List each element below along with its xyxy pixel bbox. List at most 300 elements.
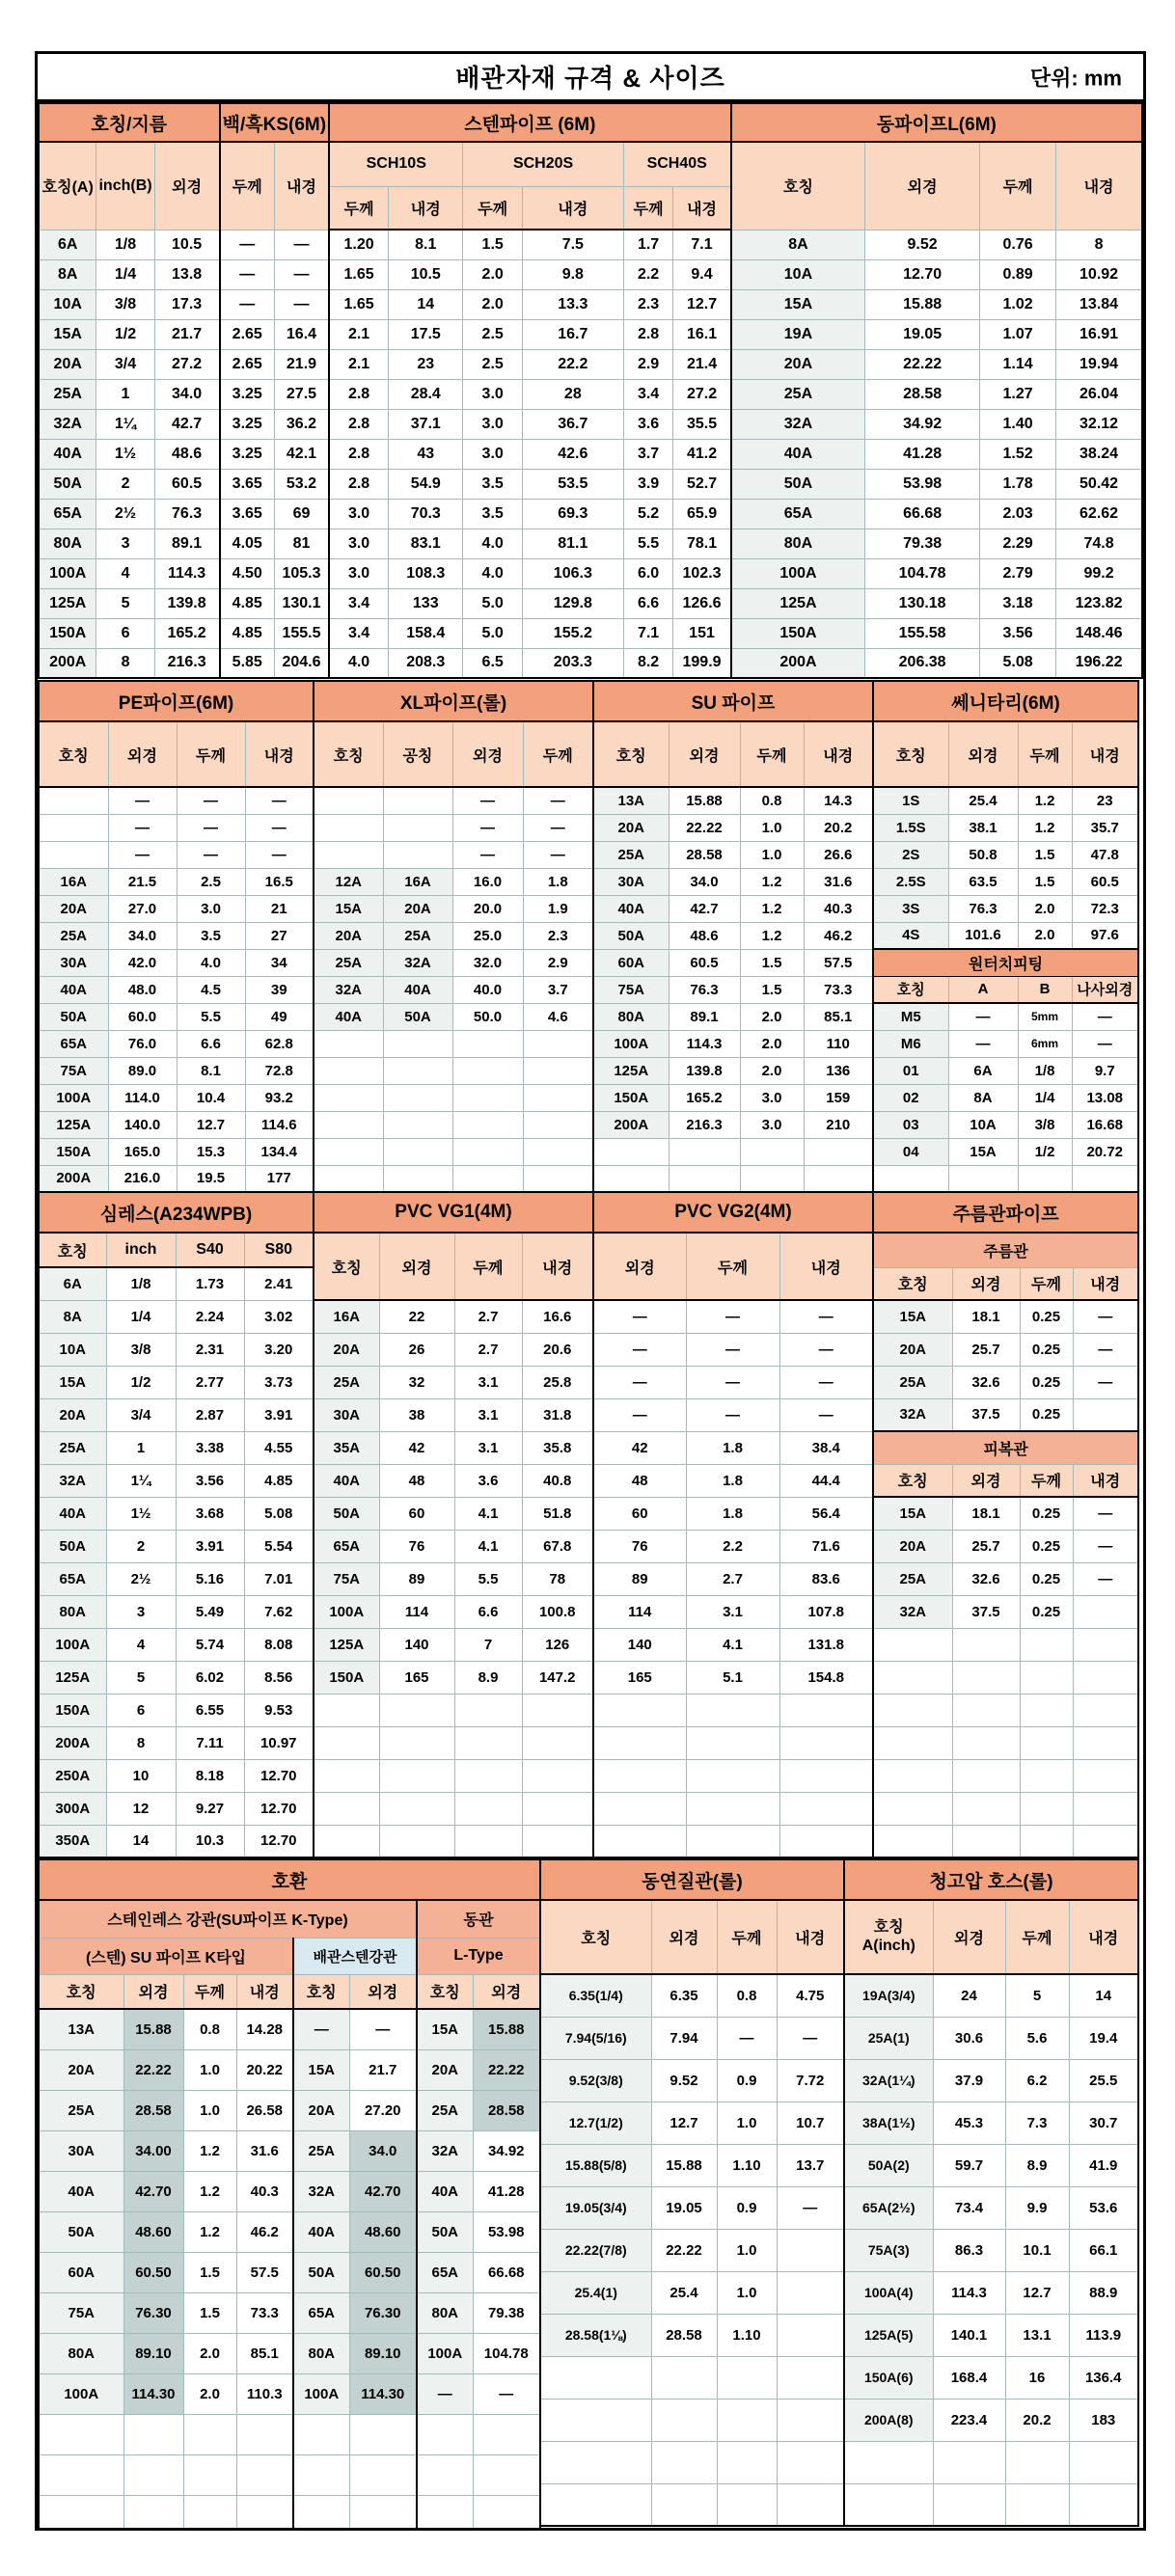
data-cell bbox=[383, 1165, 452, 1192]
data-cell: 2.0 bbox=[463, 259, 522, 289]
data-cell: 21.4 bbox=[673, 349, 731, 379]
table-row bbox=[39, 841, 314, 868]
data-cell: 23 bbox=[1072, 787, 1138, 814]
data-cell: 47.8 bbox=[1072, 841, 1138, 868]
data-cell: 89 bbox=[379, 1562, 454, 1595]
table-row bbox=[39, 976, 314, 1003]
data-cell: 4 bbox=[106, 1628, 176, 1661]
row-label-cell: 20A bbox=[731, 349, 865, 379]
data-cell: 216.3 bbox=[154, 648, 220, 678]
data-cell: 6.6 bbox=[454, 1595, 522, 1628]
data-cell: 2.9 bbox=[623, 349, 673, 379]
data-cell: 9.53 bbox=[244, 1694, 314, 1726]
table-row bbox=[39, 2252, 540, 2292]
data-cell: — bbox=[1073, 1497, 1138, 1530]
data-cell: 2.31 bbox=[176, 1333, 244, 1366]
row-label-cell: 40A bbox=[314, 1003, 383, 1030]
table-row bbox=[39, 1366, 314, 1398]
data-cell: 2.3 bbox=[623, 289, 673, 319]
data-cell: 1.65 bbox=[329, 289, 389, 319]
row-label-cell: 20A bbox=[39, 349, 96, 379]
data-cell: 10.97 bbox=[244, 1726, 314, 1759]
data-cell: 2.0 bbox=[740, 1003, 804, 1030]
data-cell: 52.7 bbox=[673, 469, 731, 499]
data-cell: 2.5 bbox=[177, 868, 245, 895]
data-cell: 7.94 bbox=[651, 2017, 717, 2059]
data-cell: 12.70 bbox=[244, 1792, 314, 1825]
row-label-cell: 100A bbox=[593, 1030, 669, 1057]
data-cell: 165 bbox=[379, 1661, 454, 1694]
data-cell bbox=[314, 1138, 383, 1165]
data-cell: 134.4 bbox=[245, 1138, 314, 1165]
data-cell: 1.20 bbox=[329, 230, 389, 259]
data-cell: 2½ bbox=[106, 1562, 176, 1595]
data-cell: 53.5 bbox=[522, 469, 623, 499]
table-row bbox=[314, 841, 593, 868]
data-cell: 76.3 bbox=[154, 499, 220, 529]
data-cell bbox=[454, 1825, 522, 1857]
row-label-cell: 150A bbox=[39, 1138, 108, 1165]
table-row bbox=[873, 895, 1138, 922]
data-cell: 40.3 bbox=[804, 895, 873, 922]
data-cell: — bbox=[593, 1300, 686, 1333]
data-cell bbox=[314, 1165, 383, 1192]
table-row bbox=[593, 841, 873, 868]
data-cell: — bbox=[779, 1300, 873, 1333]
data-cell: 60.5 bbox=[154, 469, 220, 499]
data-cell: 1.2 bbox=[740, 868, 804, 895]
col-header: 외경 bbox=[651, 1900, 717, 1974]
data-cell: 6.35 bbox=[651, 1974, 717, 2017]
data-cell bbox=[686, 1726, 779, 1759]
data-cell bbox=[740, 1165, 804, 1192]
table-row bbox=[39, 409, 1142, 439]
data-cell bbox=[1073, 1726, 1138, 1759]
data-cell bbox=[651, 2441, 717, 2483]
data-cell bbox=[540, 2356, 651, 2399]
row-label-cell: 25A bbox=[314, 949, 383, 976]
row-label-cell: 40A bbox=[314, 1464, 379, 1497]
data-cell: 136.4 bbox=[1069, 2356, 1138, 2399]
data-cell: — bbox=[452, 787, 523, 814]
table-row bbox=[39, 2171, 540, 2211]
table-row bbox=[873, 1366, 1138, 1398]
row-label-cell: 65A bbox=[39, 499, 96, 529]
data-cell: 25.4 bbox=[651, 2271, 717, 2314]
data-cell: 4.50 bbox=[220, 558, 275, 588]
data-cell: 0.76 bbox=[979, 230, 1055, 259]
data-cell: 5.08 bbox=[244, 1497, 314, 1530]
table-row bbox=[844, 2144, 1138, 2186]
data-cell: 2.0 bbox=[740, 1030, 804, 1057]
table-row bbox=[873, 814, 1138, 841]
data-cell: — bbox=[220, 289, 275, 319]
data-cell: 38.1 bbox=[948, 814, 1018, 841]
data-cell: 8.2 bbox=[623, 648, 673, 678]
row-label-cell: 7.94(5/16) bbox=[540, 2017, 651, 2059]
band-pe-xl-su-sanitary bbox=[38, 680, 1143, 1193]
data-cell bbox=[686, 1792, 779, 1825]
data-cell: 1.02 bbox=[979, 289, 1055, 319]
data-cell: 3.0 bbox=[463, 439, 522, 469]
data-cell bbox=[873, 1165, 948, 1192]
data-cell bbox=[1020, 1792, 1073, 1825]
data-cell: 2.29 bbox=[979, 529, 1055, 558]
data-cell: — bbox=[686, 1398, 779, 1431]
data-cell bbox=[1073, 1825, 1138, 1857]
data-cell: 12.7 bbox=[673, 289, 731, 319]
data-cell: 0.25 bbox=[1020, 1562, 1073, 1595]
data-cell bbox=[777, 2399, 844, 2441]
table-row bbox=[39, 2333, 540, 2373]
col-header: 호칭 bbox=[39, 721, 108, 787]
data-cell: 4.0 bbox=[463, 558, 522, 588]
data-cell: 1½ bbox=[96, 439, 154, 469]
data-cell: 155.58 bbox=[865, 618, 980, 648]
col-header: 호칭 bbox=[873, 1267, 952, 1300]
data-cell bbox=[522, 1792, 593, 1825]
section-title-su-pipe: SU 파이프 bbox=[593, 681, 873, 721]
su-pipe-table bbox=[592, 680, 874, 1193]
data-cell: 2.03 bbox=[979, 499, 1055, 529]
data-cell: 2.7 bbox=[454, 1300, 522, 1333]
data-cell: 83.1 bbox=[389, 529, 463, 558]
data-cell: 76.30 bbox=[123, 2292, 183, 2333]
data-cell: 4.85 bbox=[220, 588, 275, 618]
data-cell: 5.5 bbox=[177, 1003, 245, 1030]
data-cell bbox=[1020, 1694, 1073, 1726]
data-cell: 1.10 bbox=[717, 2314, 777, 2356]
data-cell bbox=[1073, 1792, 1138, 1825]
data-cell: 89.1 bbox=[669, 1003, 740, 1030]
col-header: inch bbox=[106, 1233, 176, 1267]
row-label-cell: 20A bbox=[314, 922, 383, 949]
data-cell: 48 bbox=[593, 1464, 686, 1497]
table-row bbox=[39, 1530, 314, 1562]
data-cell: 41.28 bbox=[865, 439, 980, 469]
data-cell: — bbox=[1072, 1003, 1138, 1030]
data-cell bbox=[952, 1628, 1020, 1661]
data-cell: 18.1 bbox=[952, 1300, 1020, 1333]
row-label-cell: 30A bbox=[39, 2130, 123, 2171]
data-cell: 1.78 bbox=[979, 469, 1055, 499]
data-cell: 31.8 bbox=[522, 1398, 593, 1431]
row-label-cell: 50A bbox=[39, 2211, 123, 2252]
table-row bbox=[844, 2399, 1138, 2441]
data-cell bbox=[1069, 2441, 1138, 2483]
data-cell: — bbox=[452, 841, 523, 868]
data-cell: 28.58 bbox=[123, 2090, 183, 2130]
table-row bbox=[39, 895, 314, 922]
data-cell bbox=[933, 2441, 1005, 2483]
col-header: 호칭 A(inch) bbox=[844, 1900, 933, 1974]
data-cell: 14.28 bbox=[236, 2009, 293, 2049]
data-cell: 41.2 bbox=[673, 439, 731, 469]
data-cell bbox=[593, 1825, 686, 1857]
row-label-cell: 32A bbox=[873, 1595, 952, 1628]
row-label-cell: 15A bbox=[873, 1497, 952, 1530]
data-cell bbox=[540, 2483, 651, 2526]
data-cell: 99.2 bbox=[1056, 558, 1142, 588]
data-cell: — bbox=[779, 1366, 873, 1398]
row-label-cell: 25.4(1) bbox=[540, 2271, 651, 2314]
data-cell: 5.5 bbox=[623, 529, 673, 558]
table-row bbox=[39, 558, 1142, 588]
table-row bbox=[593, 1694, 873, 1726]
data-cell: 3 bbox=[96, 529, 154, 558]
data-cell: 3.65 bbox=[220, 469, 275, 499]
row-label-cell: M6 bbox=[873, 1030, 948, 1057]
data-cell: 1 bbox=[106, 1431, 176, 1464]
data-cell: 2.7 bbox=[454, 1333, 522, 1366]
data-cell: 5.85 bbox=[220, 648, 275, 678]
row-label-cell: 38A(1½) bbox=[844, 2101, 933, 2144]
data-cell: 1/8 bbox=[1018, 1057, 1072, 1084]
data-cell: 10.92 bbox=[1056, 259, 1142, 289]
data-cell bbox=[952, 1694, 1020, 1726]
col-header: 두께 bbox=[740, 721, 804, 787]
data-cell: 5mm bbox=[1018, 1003, 1072, 1030]
data-cell bbox=[314, 841, 383, 868]
data-cell: 2.1 bbox=[329, 319, 389, 349]
data-cell: 2.5 bbox=[463, 319, 522, 349]
data-cell: 21.7 bbox=[349, 2049, 417, 2090]
data-cell bbox=[651, 2399, 717, 2441]
data-cell: 25.0 bbox=[452, 922, 523, 949]
row-label-cell: 125A bbox=[314, 1628, 379, 1661]
data-cell: 42.0 bbox=[108, 949, 177, 976]
section-title-pvc-vg1: PVC VG1(4M) bbox=[314, 1192, 593, 1233]
table-row bbox=[39, 1562, 314, 1595]
table-row bbox=[39, 1138, 314, 1165]
table-row bbox=[39, 2373, 540, 2414]
data-cell: 139.8 bbox=[669, 1057, 740, 1084]
row-label-cell: 125A bbox=[39, 588, 96, 618]
data-cell: 4.1 bbox=[454, 1497, 522, 1530]
data-cell bbox=[952, 1825, 1020, 1857]
row-label-cell: 80A bbox=[593, 1003, 669, 1030]
data-cell: 3.65 bbox=[220, 499, 275, 529]
data-cell: 13.3 bbox=[522, 289, 623, 319]
table-row bbox=[314, 895, 593, 922]
data-cell: 1.2 bbox=[740, 922, 804, 949]
data-cell: 3.7 bbox=[523, 976, 593, 1003]
data-cell: 40.0 bbox=[452, 976, 523, 1003]
col-header: B bbox=[1018, 976, 1072, 1003]
data-cell: 4.1 bbox=[454, 1530, 522, 1562]
data-cell: 110.3 bbox=[236, 2373, 293, 2414]
row-label-cell: 6.35(1/4) bbox=[540, 1974, 651, 2017]
table-row bbox=[39, 2211, 540, 2252]
data-cell bbox=[293, 2454, 349, 2495]
data-cell: 10.4 bbox=[177, 1084, 245, 1111]
data-cell: 89.0 bbox=[108, 1057, 177, 1084]
row-label-cell: 20A bbox=[417, 2049, 473, 2090]
data-cell: 40.3 bbox=[236, 2171, 293, 2211]
row-label-cell: 40A bbox=[593, 895, 669, 922]
data-cell: 8.1 bbox=[389, 230, 463, 259]
data-cell: 1.5 bbox=[740, 976, 804, 1003]
data-cell bbox=[952, 1726, 1020, 1759]
table-row bbox=[39, 379, 1142, 409]
table-row bbox=[314, 922, 593, 949]
data-cell: 2.1 bbox=[329, 349, 389, 379]
table-row bbox=[844, 2059, 1138, 2101]
data-cell: 59.7 bbox=[933, 2144, 1005, 2186]
table-row bbox=[873, 1300, 1138, 1333]
data-cell bbox=[952, 1792, 1020, 1825]
table-row bbox=[314, 787, 593, 814]
table-row bbox=[314, 1057, 593, 1084]
data-cell: 34.0 bbox=[154, 379, 220, 409]
table-row bbox=[314, 1562, 593, 1595]
table-row bbox=[39, 529, 1142, 558]
data-cell: 3.68 bbox=[176, 1497, 244, 1530]
data-cell: 4.85 bbox=[220, 618, 275, 648]
data-cell: 3.4 bbox=[623, 379, 673, 409]
data-cell: 25.7 bbox=[952, 1530, 1020, 1562]
table-row bbox=[593, 787, 873, 814]
table-row bbox=[844, 2186, 1138, 2229]
data-cell: — bbox=[686, 1366, 779, 1398]
data-cell: 0.8 bbox=[717, 1974, 777, 2017]
col-header: 두께 bbox=[1018, 721, 1072, 787]
data-cell: — bbox=[523, 841, 593, 868]
data-cell: 113.9 bbox=[1069, 2314, 1138, 2356]
table-row bbox=[593, 1366, 873, 1398]
col-header: 내경 bbox=[779, 1233, 873, 1300]
row-label-cell: 40A bbox=[383, 976, 452, 1003]
data-cell: 2.0 bbox=[1018, 922, 1072, 949]
row-label-cell: 15A bbox=[39, 1366, 106, 1398]
table-row bbox=[873, 1530, 1138, 1562]
data-cell: 126 bbox=[522, 1628, 593, 1661]
data-cell: 2.9 bbox=[523, 949, 593, 976]
table-row bbox=[39, 2495, 540, 2528]
data-cell: 8.1 bbox=[177, 1057, 245, 1084]
section-title-corrugated-pipe: 주름관파이프 bbox=[873, 1192, 1138, 1233]
table-row bbox=[873, 1333, 1138, 1366]
data-cell bbox=[1069, 2483, 1138, 2526]
data-cell: 100.8 bbox=[522, 1595, 593, 1628]
row-label-cell: 32A(1¼) bbox=[844, 2059, 933, 2101]
data-cell: 27 bbox=[245, 922, 314, 949]
data-cell: 9.8 bbox=[522, 259, 623, 289]
data-cell: 60.0 bbox=[108, 1003, 177, 1030]
table-row bbox=[540, 2017, 844, 2059]
data-cell: 44.4 bbox=[779, 1464, 873, 1497]
row-label-cell: 32A bbox=[39, 409, 96, 439]
data-cell bbox=[349, 2495, 417, 2528]
data-cell: 27.20 bbox=[349, 2090, 417, 2130]
table-row bbox=[39, 1057, 314, 1084]
data-cell: — bbox=[349, 2009, 417, 2049]
pvc-vg2-table bbox=[592, 1191, 874, 1858]
data-cell bbox=[379, 1792, 454, 1825]
table-row bbox=[39, 1030, 314, 1057]
data-cell: 5.2 bbox=[623, 499, 673, 529]
row-label-cell: 125A(5) bbox=[844, 2314, 933, 2356]
data-cell: 1.0 bbox=[740, 814, 804, 841]
data-cell bbox=[39, 2414, 123, 2454]
data-cell: 1.2 bbox=[1018, 814, 1072, 841]
row-label-cell: 65A bbox=[731, 499, 865, 529]
data-cell: 45.3 bbox=[933, 2101, 1005, 2144]
data-cell: 48 bbox=[379, 1464, 454, 1497]
table-row bbox=[39, 922, 314, 949]
data-cell: 114.3 bbox=[669, 1030, 740, 1057]
data-cell: 1.2 bbox=[183, 2211, 236, 2252]
row-label-cell: 32A bbox=[293, 2171, 349, 2211]
table-row bbox=[39, 588, 1142, 618]
data-cell: 42.70 bbox=[123, 2171, 183, 2211]
data-cell: 37.5 bbox=[952, 1398, 1020, 1431]
col-header: 외경 bbox=[593, 1233, 686, 1300]
data-cell: 2.87 bbox=[176, 1398, 244, 1431]
data-cell: 20.2 bbox=[1005, 2399, 1069, 2441]
row-label-cell: 25A bbox=[314, 1366, 379, 1398]
row-label-cell: 3S bbox=[873, 895, 948, 922]
col-header: S40 bbox=[176, 1233, 244, 1267]
data-cell: 2.0 bbox=[183, 2373, 236, 2414]
data-cell: 48.6 bbox=[669, 922, 740, 949]
data-cell: 8 bbox=[96, 648, 154, 678]
data-cell bbox=[948, 1165, 1018, 1192]
col-header: 두께 bbox=[1020, 1267, 1073, 1300]
col-header: 외경 bbox=[948, 721, 1018, 787]
col-header: 두께 bbox=[1020, 1464, 1073, 1497]
data-cell: 20.72 bbox=[1072, 1138, 1138, 1165]
row-label-cell: 200A bbox=[39, 648, 96, 678]
data-cell: — bbox=[686, 1333, 779, 1366]
col-header: 외경 bbox=[669, 721, 740, 787]
data-cell: 5 bbox=[1005, 1974, 1069, 2017]
table-row bbox=[593, 1003, 873, 1030]
data-cell: 2½ bbox=[96, 499, 154, 529]
data-cell bbox=[383, 1030, 452, 1057]
row-label-cell: 1S bbox=[873, 787, 948, 814]
data-cell: 123.82 bbox=[1056, 588, 1142, 618]
table-row bbox=[314, 1084, 593, 1111]
data-cell: 42.70 bbox=[349, 2171, 417, 2211]
data-cell: 76 bbox=[593, 1530, 686, 1562]
data-cell bbox=[844, 2483, 933, 2526]
row-label-cell: 65A bbox=[39, 1030, 108, 1057]
data-cell: 114.30 bbox=[123, 2373, 183, 2414]
row-label-cell: 50A bbox=[293, 2252, 349, 2292]
data-cell: 4.6 bbox=[523, 1003, 593, 1030]
row-label-cell: 35A bbox=[314, 1431, 379, 1464]
data-cell: 130.1 bbox=[274, 588, 329, 618]
row-label-cell: 100A bbox=[39, 2373, 123, 2414]
data-cell: 28.58 bbox=[651, 2314, 717, 2356]
table-row bbox=[39, 2414, 540, 2454]
data-cell: 155.5 bbox=[274, 618, 329, 648]
data-cell: 1½ bbox=[106, 1497, 176, 1530]
data-cell: 3.0 bbox=[463, 379, 522, 409]
row-label-cell: 22.22(7/8) bbox=[540, 2229, 651, 2271]
data-cell: — bbox=[473, 2373, 540, 2414]
data-cell: 3.56 bbox=[979, 618, 1055, 648]
data-cell: 14.3 bbox=[804, 787, 873, 814]
data-cell: 8.9 bbox=[1005, 2144, 1069, 2186]
section-title-pe-pipe: PE파이프(6M) bbox=[39, 681, 314, 721]
table-row bbox=[593, 1595, 873, 1628]
data-cell: 3.0 bbox=[329, 529, 389, 558]
col-header: 호칭(A) bbox=[39, 142, 96, 230]
data-cell: 81 bbox=[274, 529, 329, 558]
data-cell: — bbox=[948, 1003, 1018, 1030]
